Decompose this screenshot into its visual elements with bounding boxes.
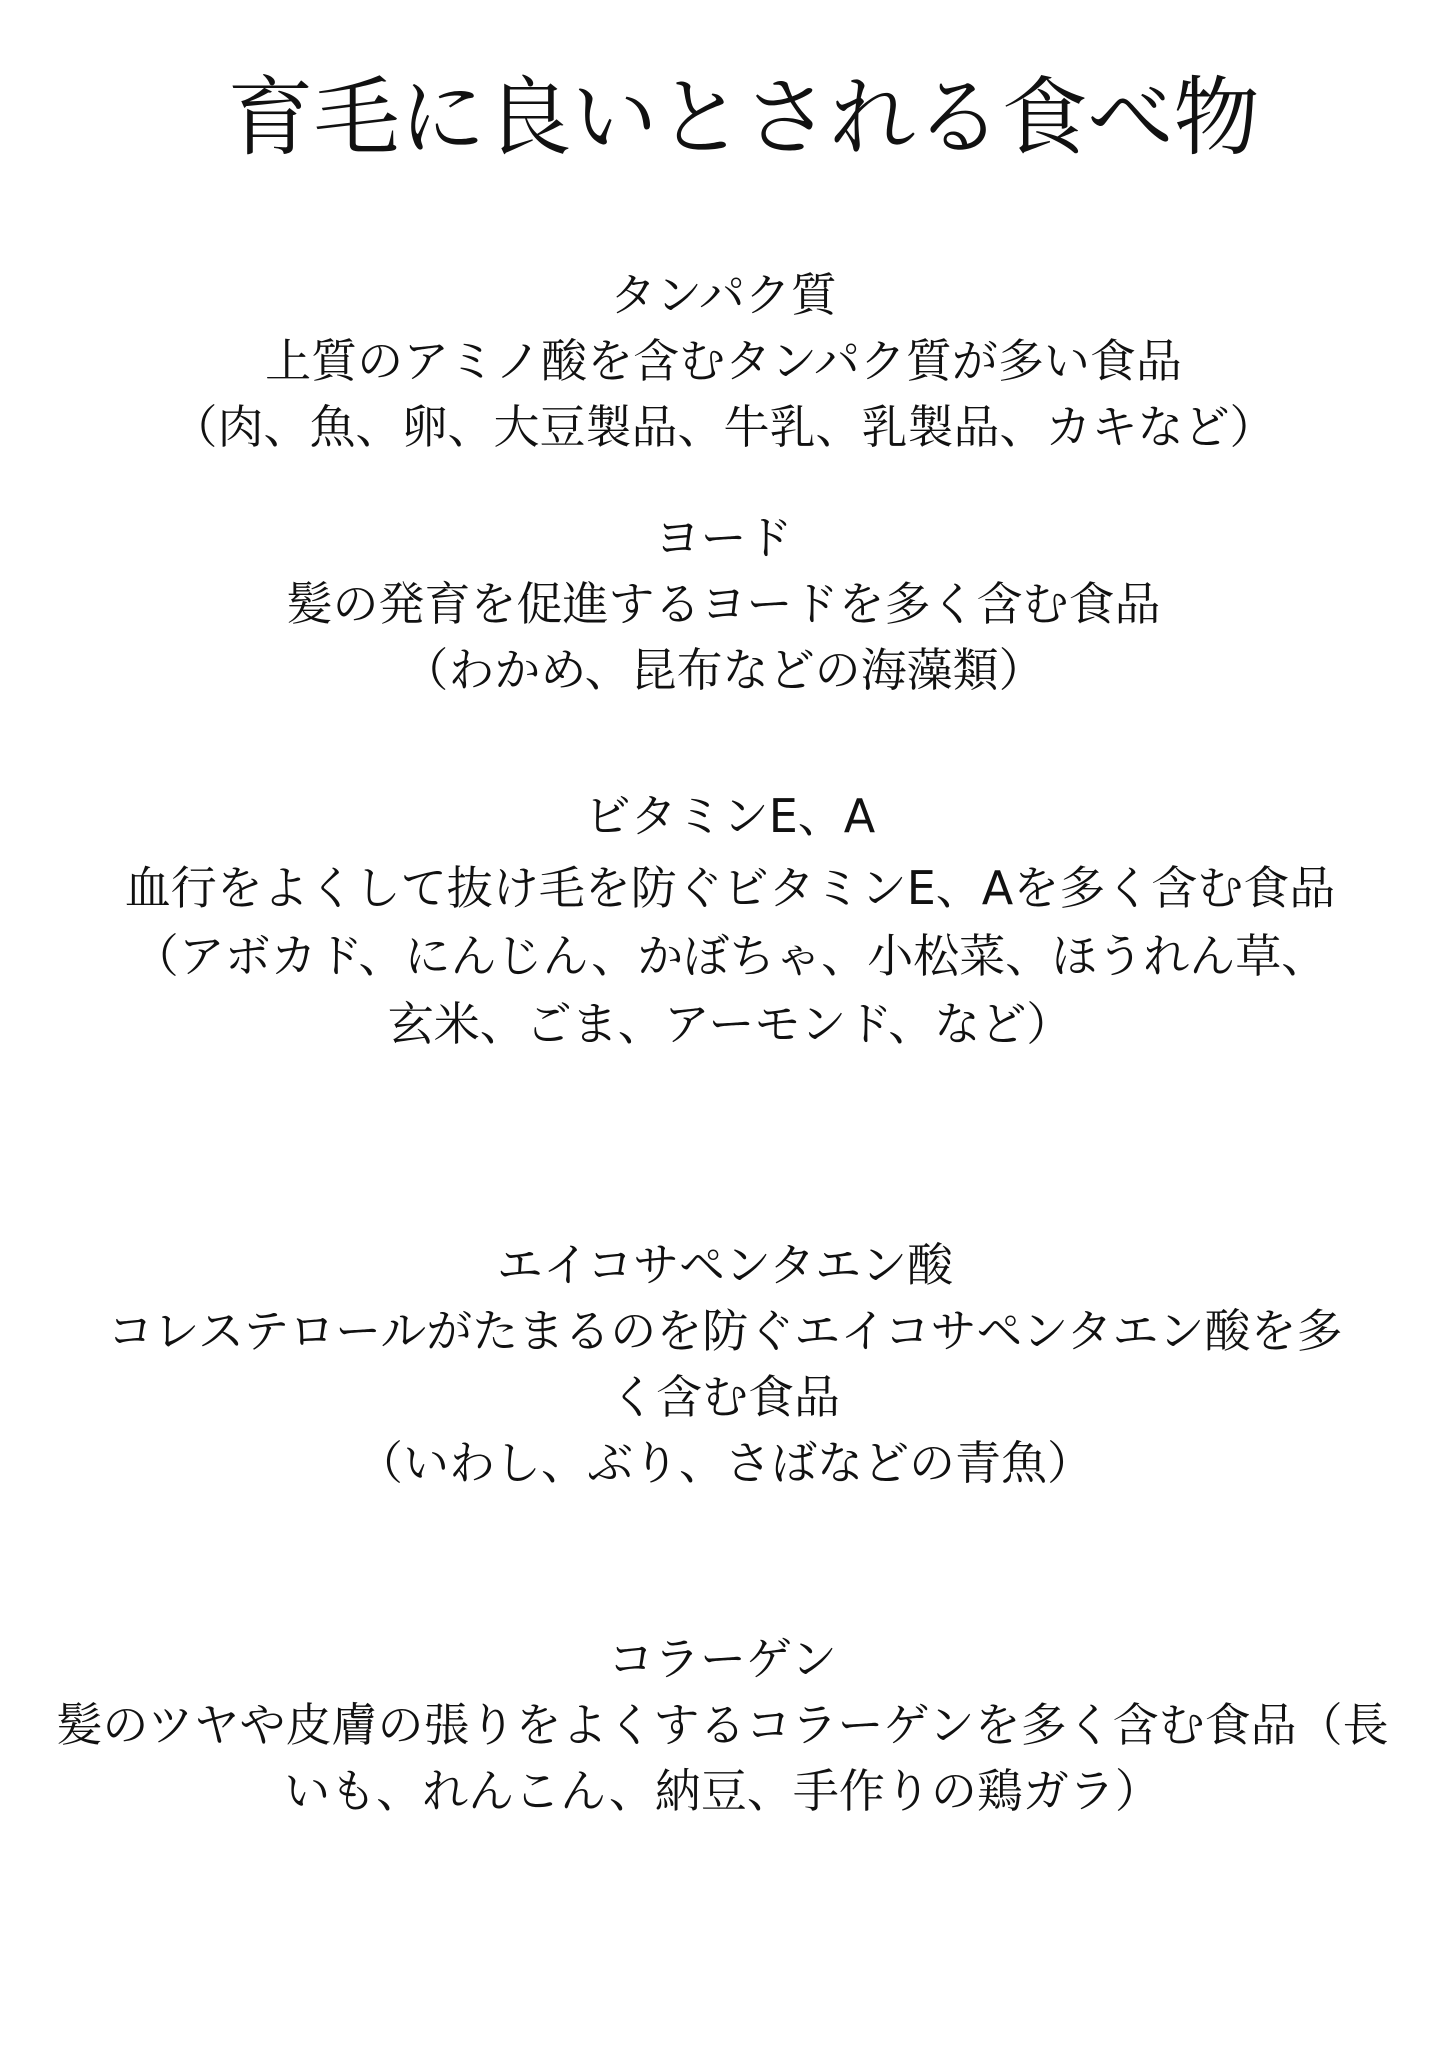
section-heading: ヨード	[654, 511, 793, 565]
section-heading: コラーゲン	[607, 1632, 838, 1686]
section-description: 血行をよくして抜け毛を防ぐビタミンE、Aを多く含む食品	[124, 861, 1336, 915]
section-examples: （いわし、ぶり、さばなどの青魚）	[357, 1436, 1093, 1490]
section-examples: （アボカド、にんじん、かぼちゃ、小松菜、ほうれん草、玄米、ごま、アーモンド、など）	[132, 929, 1328, 1051]
section-vitamin-e-a	[110, 782, 1350, 1058]
section-epa	[90, 1232, 1360, 1496]
section-heading: タンパク質	[610, 268, 837, 322]
section-description: 上質のアミノ酸を含むタンパク質が多い食品	[265, 334, 1182, 388]
section-description: コレステロールがたまるのを防ぐエイコサペンタエン酸を多く含む食品	[107, 1304, 1343, 1424]
section-description: 髪の発育を促進するヨードを多く含む食品	[286, 577, 1161, 631]
section-collagen	[50, 1626, 1395, 1824]
page-title: 育毛に良いとされる食べ物	[227, 68, 1260, 168]
section-description: 髪のツヤや皮膚の張りをよくするコラーゲンを多く含む食品（長いも、れんこん、納豆、手作りの鶏ガラ）	[56, 1698, 1389, 1818]
section-examples: （わかめ、昆布などの海藻類）	[402, 643, 1045, 697]
section-iodine	[0, 505, 1447, 703]
section-heading: ビタミンE、A	[584, 789, 876, 843]
section-heading: エイコサペンタエン酸	[496, 1238, 954, 1292]
section-examples: （肉、魚、卵、大豆製品、牛乳、乳製品、カキなど）	[171, 400, 1276, 454]
section-protein	[0, 262, 1447, 460]
